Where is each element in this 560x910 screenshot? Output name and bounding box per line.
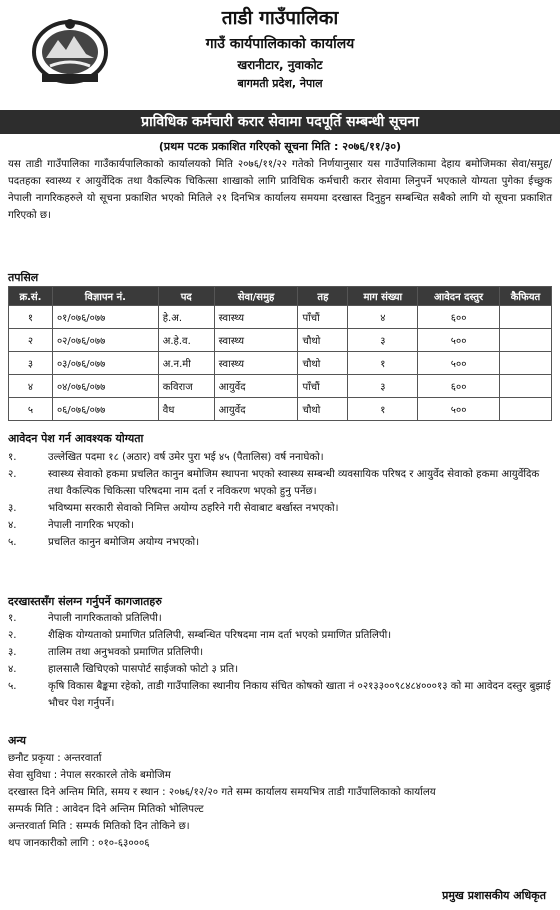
cell-level: पाँचौं (298, 306, 348, 329)
item-text: उल्लेखित पदमा १८ (अठार) वर्ष उमेर पुरा भई ४५ (पैतालिस) वर्ष ननाघेको। (48, 452, 324, 463)
header-fee: आवेदन दस्तुर (418, 287, 500, 306)
cell-sn: ४ (9, 375, 53, 398)
cell-fee: ५०० (418, 329, 500, 352)
cell-demand: ३ (348, 375, 418, 398)
cell-sn: २ (9, 329, 53, 352)
item-number: ४. (8, 664, 17, 675)
item-text: हालसालै खिचिएको पासपोर्ट साईजको फोटो ३ प्रति। (48, 664, 239, 675)
cell-ad-no: ०६/०७६/०७७ (52, 398, 158, 421)
list-item (8, 644, 552, 661)
list-item (8, 517, 552, 534)
cell-level: पाँचौं (298, 375, 348, 398)
cell-remarks (500, 375, 552, 398)
cell-sn: ५ (9, 398, 53, 421)
item-number: १. (8, 452, 17, 463)
cell-fee: ६०० (418, 375, 500, 398)
municipality-name: ताडी गाउँपालिका (221, 7, 339, 29)
documents-list (8, 610, 552, 712)
item-text: तालिम तथा अनुभवको प्रमाणित प्रतिलिपी। (48, 647, 204, 658)
header-post: पद (158, 287, 214, 306)
list-item (8, 466, 552, 500)
other-details (8, 750, 552, 852)
header-remarks: कैफियत (500, 287, 552, 306)
notice-subtitle: (प्रथम पटक प्रकाशित गरिएको सूचना मिति : २०७६/११/३०) (158, 140, 402, 153)
table-row (9, 352, 552, 375)
item-text: नेपाली नागरिक भएको। (48, 520, 134, 531)
item-text: कृषि विकास बैङ्कमा रहेको, ताडी गाउँपालिका स्थानीय निकाय संचित कोषको खाता नं ०२१३३००९८४८४०००१३ को मा आवेदन दस्तुर बुझाई भौचर पेश गर्नुपर्ने। (48, 681, 551, 709)
signature-title: प्रमुख प्रशासकीय अधिकृत (442, 889, 546, 902)
cell-service: स्वास्थ्य (214, 329, 298, 352)
cell-service: स्वास्थ्य (214, 352, 298, 375)
application-deadline: दरखास्त दिने अन्तिम मिति, समय र स्थान : २०७६/१२/२० गते सम्म कार्यालय समयभित्र ताडी गाउँपालिकाको कार्यालय (8, 787, 436, 798)
cell-fee: ५०० (418, 398, 500, 421)
cell-remarks (500, 329, 552, 352)
table-row (9, 398, 552, 421)
cell-level: चौथो (298, 398, 348, 421)
table-header-row (9, 287, 552, 306)
contact-date: सम्पर्क मिति : आवेदन दिने अन्तिम मितिको भोलिपल्ट (8, 804, 204, 815)
cell-ad-no: ०१/०७६/०७७ (52, 306, 158, 329)
item-number: ४. (8, 520, 17, 531)
qualifications-list (8, 449, 552, 551)
cell-fee: ५०० (418, 352, 500, 375)
province-name: बागमती प्रदेश, नेपाल (237, 77, 323, 90)
list-item (8, 627, 552, 644)
qualifications-heading: आवेदन पेश गर्न आवश्यक योग्यता (8, 432, 144, 445)
cell-service: आयुर्वेद (214, 398, 298, 421)
cell-demand: ४ (348, 306, 418, 329)
contact-phone: थप जानकारीको लागि : ०१०-६३०००६ (8, 838, 150, 849)
cell-demand: १ (348, 398, 418, 421)
list-item (8, 610, 552, 627)
cell-fee: ६०० (418, 306, 500, 329)
cell-post: हे.अ. (158, 306, 214, 329)
table-row (9, 306, 552, 329)
item-text: नेपाली नागरिकताको प्रतिलिपी। (48, 613, 162, 624)
office-address: खरानीटार, नुवाकोट (237, 58, 323, 72)
office-header (6, 0, 554, 108)
item-text: शैक्षिक योग्यताको प्रमाणित प्रतिलिपी, सम्बन्धित परिषदमा नाम दर्ता भएको प्रमाणित प्रतिलिपी। (48, 630, 392, 641)
cell-ad-no: ०२/०७६/०७७ (52, 329, 158, 352)
header-service: सेवा/समुह (214, 287, 298, 306)
intro-paragraph: यस ताडी गाउँपालिका गाउँकार्यपालिकाको कार्यालयको मिति २०७६/११/२२ गतेको निर्णयानुसार यस गाउँपालिकामा देहाय बमोजिमका सेवा/समुह/पदतहका स्वास्थ्य र आयुर्वेदिक तथा वैकल्पिक चिकित्सा शाखाको लागि प्राविधिक कर्मचारी करार सेवामा लिनुपर्ने भएकाले योग्यता पुगेका ईच्छुक नेपाली नागरिकहरुले यो सूचना प्रकाशित भएको मितिले २१ दिनभित्र कार्यालय समयमा दरखास्त दिनुहुन सम्बन्धित सबैको लागि यो सूचना प्रकाशित गरिएको छ। (8, 159, 552, 221)
details-heading: तपसिल (8, 271, 39, 284)
item-number: ५. (8, 681, 17, 692)
cell-demand: ३ (348, 329, 418, 352)
cell-sn: ३ (9, 352, 53, 375)
cell-level: चौथो (298, 329, 348, 352)
item-text: स्वास्थ्य सेवाको हकमा प्रचलित कानुन बमोजिम स्थापना भएको स्वास्थ्य सम्बन्धी व्यवसायिक परिषद र आयुर्वेद सेवाको हकमा आयुर्वेदिक तथा वैकल्पिक चिकित्सा परिषदमा नाम दर्ता र नविकरण भएको हुनु पर्नेछ। (48, 469, 540, 497)
list-item (8, 661, 552, 678)
other-heading: अन्य (8, 734, 27, 747)
documents-heading: दरखास्तसँग संलग्न गर्नुपर्ने कागजातहरु (8, 595, 162, 608)
item-text: भविष्यमा सरकारी सेवाको निमित्त अयोग्य ठहरिने गरी सेवाबाट बर्खास्त नभएको। (48, 503, 339, 514)
cell-demand: १ (348, 352, 418, 375)
item-number: ३. (8, 647, 17, 658)
vacancy-table (8, 286, 552, 421)
item-number: ३. (8, 503, 17, 514)
cell-service: स्वास्थ्य (214, 306, 298, 329)
list-item (8, 449, 552, 466)
cell-ad-no: ०३/०७६/०७७ (52, 352, 158, 375)
header-ad-no: विज्ञापन नं. (52, 287, 158, 306)
list-item (8, 500, 552, 517)
table-row (9, 375, 552, 398)
item-number: २. (8, 469, 17, 480)
cell-level: चौथो (298, 352, 348, 375)
cell-ad-no: ०४/०७६/०७७ (52, 375, 158, 398)
cell-remarks (500, 352, 552, 375)
cell-remarks (500, 398, 552, 421)
cell-post: कविराज (158, 375, 214, 398)
cell-post: अ.हे.व. (158, 329, 214, 352)
cell-post: वैध (158, 398, 214, 421)
cell-post: अ.न.मी (158, 352, 214, 375)
table-row (9, 329, 552, 352)
cell-service: आयुर्वेद (214, 375, 298, 398)
item-number: १. (8, 613, 17, 624)
cell-remarks (500, 306, 552, 329)
notice-title: प्राविधिक कर्मचारी करार सेवामा पदपूर्ति सम्बन्धी सूचना (0, 110, 560, 134)
service-facility: सेवा सुविधा : नेपाल सरकारले तोके बमोजिम (8, 770, 171, 781)
item-text: प्रचलित कानुन बमोजिम अयोग्य नभएको। (48, 537, 200, 548)
header-demand: माग संख्या (348, 287, 418, 306)
header-level: तह (298, 287, 348, 306)
item-number: ५. (8, 537, 17, 548)
cell-sn: १ (9, 306, 53, 329)
interview-date: अन्तरवार्ता मिति : सम्पर्क मितिको दिन तोकिने छ। (8, 821, 190, 832)
selection-process: छनौट प्रकृया : अन्तरवार्ता (8, 753, 102, 764)
item-number: २. (8, 630, 17, 641)
list-item (8, 534, 552, 551)
header-sn: क्र.सं. (9, 287, 53, 306)
office-name: गाउँ कार्यपालिकाको कार्यालय (205, 36, 355, 52)
list-item (8, 678, 552, 712)
